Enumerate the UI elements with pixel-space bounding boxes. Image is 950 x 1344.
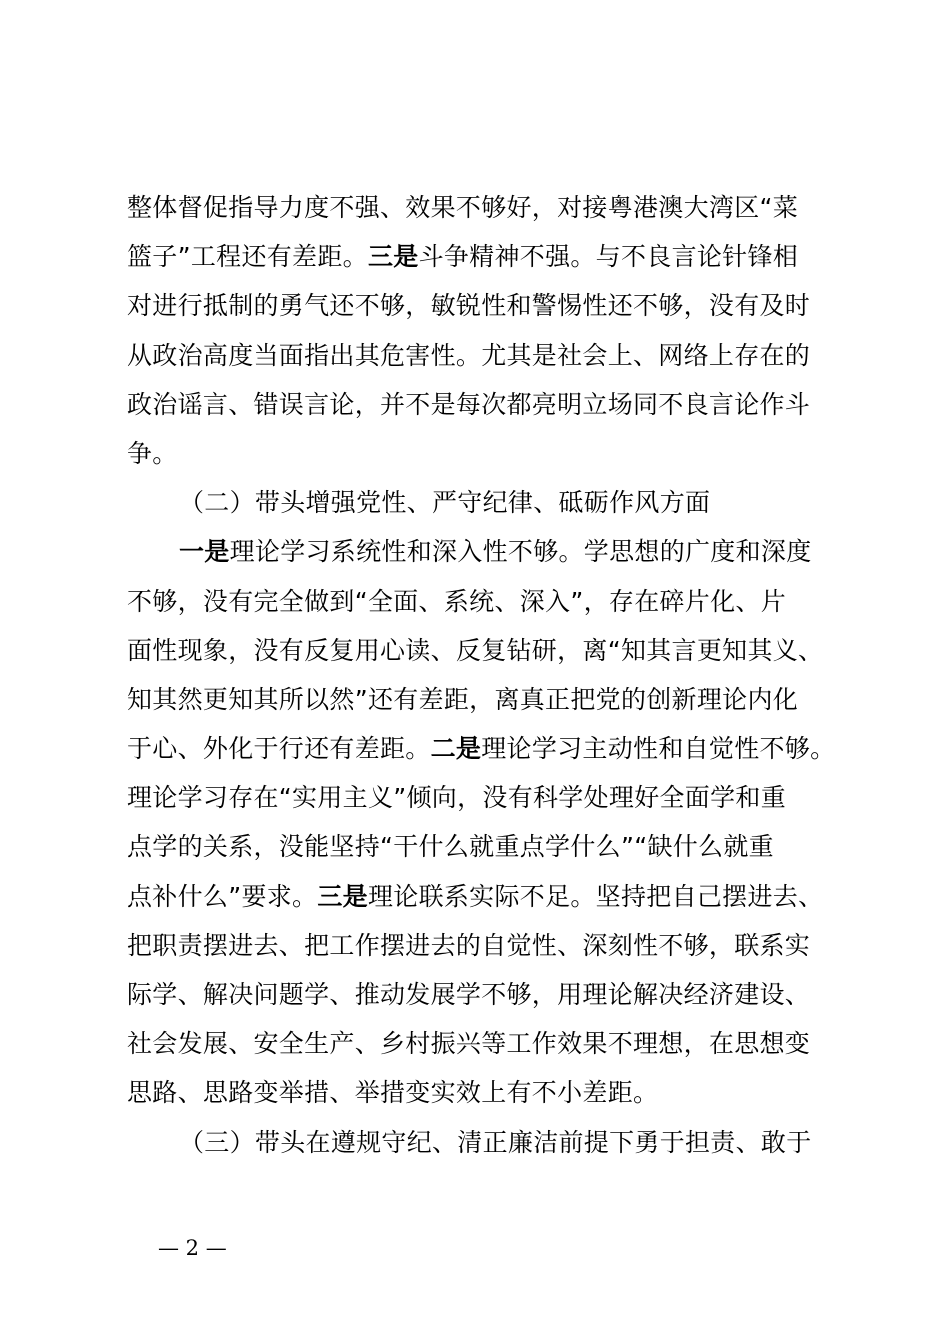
text-line (127, 380, 847, 429)
text-line (127, 872, 847, 921)
text-segment: 从政治高度当面指出其危害性。尤其是社会上、网络上存在的 (127, 340, 811, 370)
page-number: — 2 — (158, 1236, 227, 1260)
bold-lead-phrase: 二是 (430, 734, 482, 764)
text-line (127, 331, 847, 380)
bold-lead-phrase: 三是 (367, 242, 419, 272)
text-segment: 理论学习系统性和深入性不够。学思想的广度和深度 (229, 537, 812, 567)
text-segment: 对进行抵制的勇气还不够，敏锐性和警惕性还不够，没有及时 (127, 291, 811, 321)
text-line (127, 429, 847, 478)
document-body (127, 183, 847, 1167)
text-line (127, 577, 847, 626)
text-line (127, 675, 847, 724)
text-segment: 面性现象，没有反复用心读、反复钻研，离“知其言更知其义、 (127, 635, 824, 665)
text-line (127, 724, 847, 773)
text-line (127, 1068, 847, 1117)
text-segment: 思路、思路变举措、举措变实效上有不小差距。 (127, 1078, 659, 1108)
text-segment: 不够，没有完全做到“全面、系统、深入”，存在碎片化、片 (127, 586, 787, 616)
text-line (127, 970, 847, 1019)
text-segment: 点补什么”要求。 (127, 881, 318, 911)
text-line (127, 478, 847, 527)
text-line (127, 822, 847, 871)
text-segment: 政治谣言、错误言论，并不是每次都亮明立场同不良言论作斗 (127, 389, 811, 419)
text-segment: 斗争精神不强。与不良言论针锋相 (418, 242, 799, 272)
text-segment: 理论学习主动性和自觉性不够。 (481, 734, 836, 764)
text-segment: 把职责摆进去、把工作摆进去的自觉性、深刻性不够，联系实 (127, 930, 811, 960)
text-line (127, 183, 847, 232)
text-segment: 篮子”工程还有差距。 (127, 242, 368, 272)
text-segment: 争。 (127, 438, 178, 468)
bold-lead-phrase: 三是 (317, 881, 368, 911)
text-segment: 理论学习存在“实用主义”倾向，没有科学处理好全面学和重 (127, 783, 787, 813)
text-segment: 知其然更知其所以然”还有差距，离真正把党的创新理论内化 (127, 684, 799, 714)
text-segment: （二）带头增强党性、严守纪律、砥砺作风方面 (179, 488, 711, 518)
text-line (127, 626, 847, 675)
text-segment: 于心、外化于行还有差距。 (127, 734, 431, 764)
text-segment: 理论联系实际不足。坚持把自己摆进去、 (367, 881, 824, 911)
text-line (127, 232, 847, 281)
text-segment: 整体督促指导力度不强、效果不够好，对接粤港澳大湾区“菜 (127, 193, 799, 222)
text-segment: （三）带头在遵规守纪、清正廉洁前提下勇于担责、敢于 (179, 1127, 812, 1157)
text-segment: 社会发展、安全生产、乡村振兴等工作效果不理想，在思想变 (127, 1029, 811, 1059)
text-line (127, 281, 847, 330)
text-segment: 点学的关系，没能坚持“干什么就重点学什么”“缺什么就重 (127, 832, 774, 862)
text-line (127, 1019, 847, 1068)
text-line (127, 1118, 847, 1167)
bold-lead-phrase: 一是 (179, 537, 230, 567)
text-line (127, 921, 847, 970)
text-line (127, 527, 847, 576)
text-line (127, 773, 847, 822)
text-segment: 际学、解决问题学、推动发展学不够，用理论解决经济建设、 (127, 980, 811, 1009)
